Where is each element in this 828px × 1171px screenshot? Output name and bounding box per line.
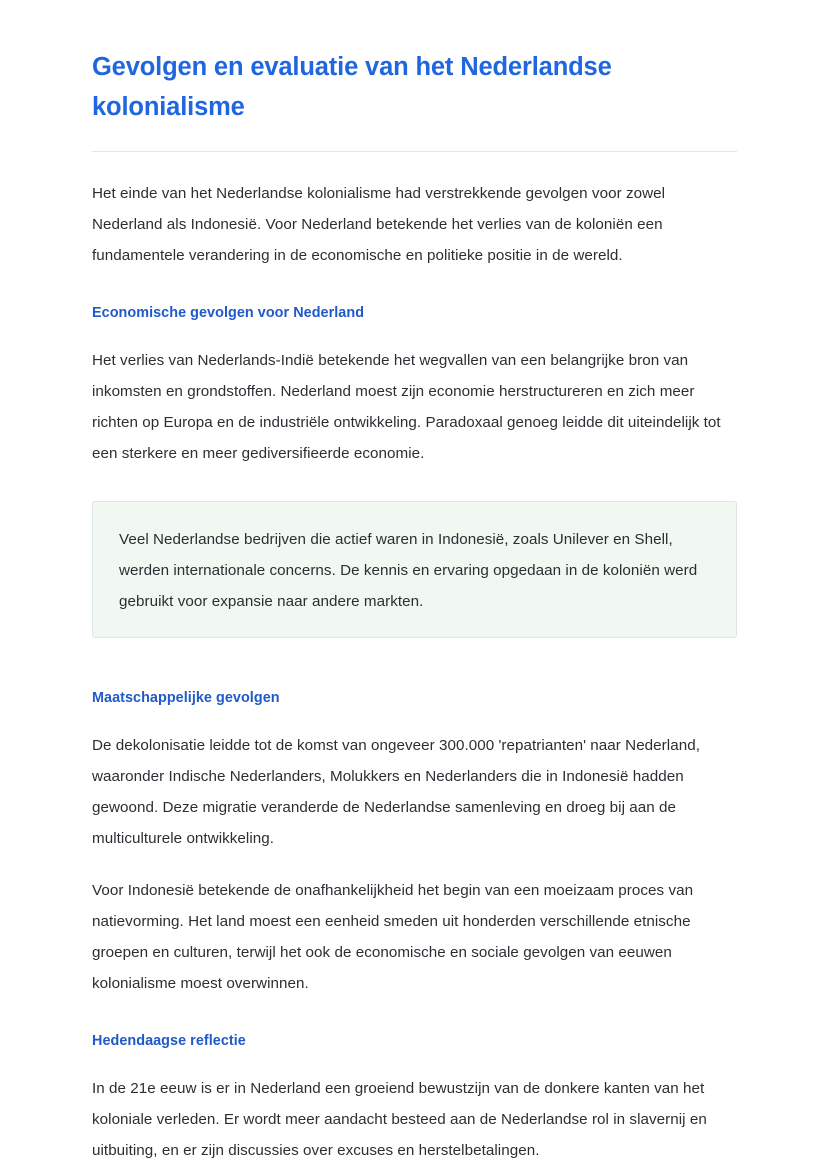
section-paragraph: In de 21e eeuw is er in Nederland een groeiend bewustzijn van de donkere kanten van het koloniale verleden. Er wordt meer aandacht besteed aan de Nederlandse rol in slavernij en uitbuiting, en er zijn discussies over excuses en herstelbetalingen. [92, 1080, 707, 1159]
article [92, 47, 737, 1166]
page-title: Gevolgen en evaluatie van het Nederlandse kolonialisme [92, 53, 612, 121]
spacer [92, 324, 737, 345]
spacer [92, 152, 737, 178]
callout-box [92, 501, 737, 638]
spacer [92, 1052, 737, 1073]
spacer [92, 999, 737, 1030]
spacer [92, 638, 737, 656]
section-paragraph: Het verlies van Nederlands-Indië betekende het wegvallen van een belangrijke bron van inkomsten en grondstoffen. Nederland moest zijn economie herstructureren en zich meer richten op Europa en de industriële ontwikkeling. Paradoxaal genoeg leidde dit uiteindelijk tot een sterkere en meer gediversifieerde economie. [92, 352, 721, 462]
section-heading-hedendaagse-reflectie: Hedendaagse reflectie [92, 1033, 246, 1049]
intro-paragraph: Het einde van het Nederlandse kolonialisme had verstrekkende gevolgen voor zowel Nederland als Indonesië. Voor Nederland betekende het verlies van de koloniën een fundamentele verandering in de economische en politieke positie in de wereld. [92, 185, 666, 264]
spacer [92, 656, 737, 687]
section-heading-maatschappelijke-gevolgen: Maatschappelijke gevolgen [92, 690, 280, 706]
spacer [92, 271, 737, 302]
section-heading-economische-gevolgen: Economische gevolgen voor Nederland [92, 305, 365, 321]
callout-text: Veel Nederlandse bedrijven die actief waren in Indonesië, zoals Unilever en Shell, werden internationale concerns. De kennis en ervaring opgedaan in de koloniën werd gebruikt voor expansie naar andere markten. [119, 531, 698, 610]
spacer [92, 709, 737, 730]
spacer [92, 854, 737, 875]
section-paragraph: De dekolonisatie leidde tot de komst van ongeveer 300.000 'repatrianten' naar Nederland, waaronder Indische Nederlanders, Molukkers en Nederlanders die in Indonesië hadden gewoond. Deze migratie veranderde de Nederlandse samenleving en droeg bij aan de multiculturele ontwikkeling. [92, 737, 700, 847]
section-paragraph: Voor Indonesië betekende de onafhankelijkheid het begin van een moeizaam proces van natievorming. Het land moest een eenheid smeden uit honderden verschillende etnische groepen en culturen, terwijl het ook de economische en sociale gevolgen van eeuwen kolonialisme moest overwinnen. [92, 882, 694, 992]
spacer [92, 469, 737, 501]
